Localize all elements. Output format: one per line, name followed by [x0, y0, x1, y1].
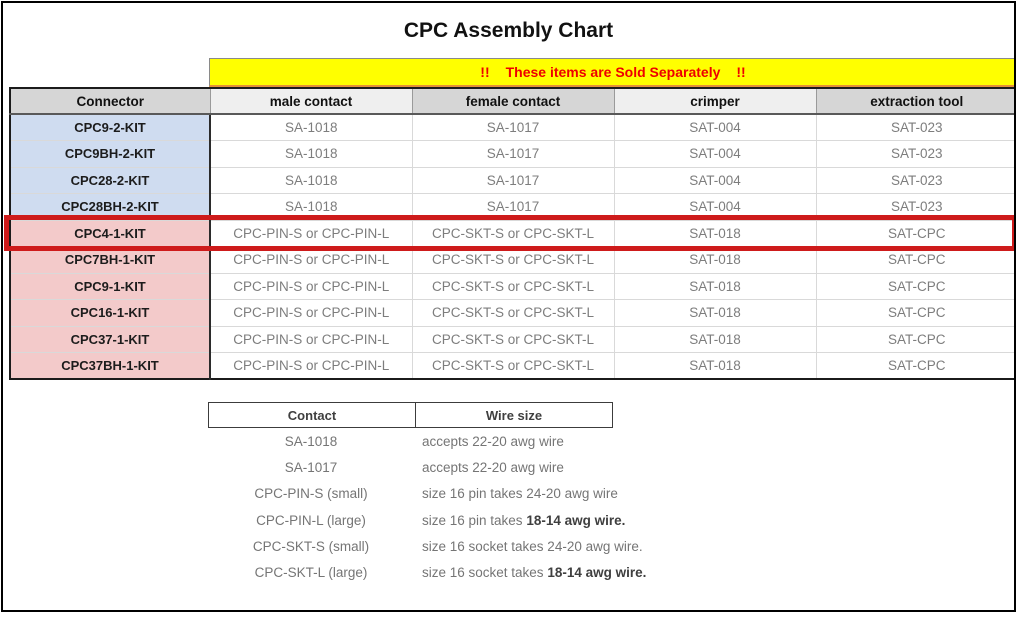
female-contact-cell: SA-1017: [412, 141, 614, 168]
wire-size-table: [208, 402, 647, 586]
extraction-tool-cell: SAT-CPC: [816, 353, 1016, 380]
male-contact-cell: CPC-PIN-S or CPC-PIN-L: [210, 300, 412, 327]
wire-size-text: [414, 538, 643, 554]
wire-size-row: [208, 507, 626, 533]
contact-name: CPC-SKT-S (small): [252, 538, 370, 554]
wire-size-bold: 18-14 awg wire.: [547, 565, 647, 581]
female-contact-cell: CPC-SKT-S or CPC-SKT-L: [412, 326, 614, 353]
assembly-table: [9, 87, 1016, 380]
connector-cell: CPC9BH-2-KIT: [10, 141, 210, 168]
male-contact-cell: CPC-PIN-S or CPC-PIN-L: [210, 326, 412, 353]
extraction-tool-cell: SAT-023: [816, 114, 1016, 141]
page-title: CPC Assembly Chart: [403, 19, 614, 42]
connector-cell: CPC28-2-KIT: [10, 167, 210, 194]
wire-size-text: [414, 486, 618, 502]
column-header-male-contact: male contact: [210, 88, 412, 114]
banner-text: These items are Sold Separately: [505, 64, 721, 80]
contact-name: SA-1018: [284, 433, 338, 449]
assembly-table-header-row: [10, 88, 1016, 114]
table-row: [10, 353, 1016, 380]
banner-exclamation-right: !!: [736, 64, 746, 80]
connector-cell: CPC7BH-1-KIT: [10, 247, 210, 274]
connector-cell: CPC9-2-KIT: [10, 114, 210, 141]
table-row: [10, 300, 1016, 327]
crimper-cell: SAT-018: [614, 247, 816, 274]
column-header-contact: Contact: [287, 407, 337, 423]
wire-size-normal: size 16 pin takes 24-20 awg wire: [422, 486, 618, 502]
female-contact-cell: SA-1017: [412, 194, 614, 221]
sold-separately-banner: [209, 58, 1016, 87]
column-header-extraction-tool: extraction tool: [816, 88, 1016, 114]
male-contact-cell: CPC-PIN-S or CPC-PIN-L: [210, 273, 412, 300]
crimper-cell: SAT-018: [614, 300, 816, 327]
crimper-cell: SAT-018: [614, 273, 816, 300]
crimper-cell: SAT-018: [614, 220, 816, 247]
connector-cell: CPC16-1-KIT: [10, 300, 210, 327]
male-contact-cell: CPC-PIN-S or CPC-PIN-L: [210, 353, 412, 380]
female-contact-cell: CPC-SKT-S or CPC-SKT-L: [412, 273, 614, 300]
connector-cell: CPC4-1-KIT: [10, 220, 210, 247]
wire-size-row: [208, 533, 643, 559]
crimper-cell: SAT-004: [614, 194, 816, 221]
table-row-highlighted: [10, 220, 1016, 247]
crimper-cell: SAT-004: [614, 114, 816, 141]
wire-size-text: [414, 565, 647, 581]
connector-cell: CPC9-1-KIT: [10, 273, 210, 300]
female-contact-cell: SA-1017: [412, 114, 614, 141]
contact-name: CPC-SKT-L (large): [254, 565, 368, 581]
crimper-cell: SAT-018: [614, 326, 816, 353]
male-contact-cell: SA-1018: [210, 194, 412, 221]
wire-size-row: [208, 559, 647, 585]
column-header-wire-size: Wire size: [415, 403, 612, 427]
wire-size-row: [208, 454, 613, 480]
male-contact-cell: SA-1018: [210, 141, 412, 168]
extraction-tool-cell: SAT-CPC: [816, 273, 1016, 300]
female-contact-cell: CPC-SKT-S or CPC-SKT-L: [412, 353, 614, 380]
female-contact-cell: CPC-SKT-S or CPC-SKT-L: [412, 220, 614, 247]
male-contact-cell: CPC-PIN-S or CPC-PIN-L: [210, 247, 412, 274]
table-row: [10, 167, 1016, 194]
table-row: [10, 194, 1016, 221]
male-contact-cell: SA-1018: [210, 167, 412, 194]
table-row: [10, 273, 1016, 300]
crimper-cell: SAT-004: [614, 167, 816, 194]
wire-size-normal: size 16 pin takes: [422, 512, 527, 528]
female-contact-cell: CPC-SKT-S or CPC-SKT-L: [412, 247, 614, 274]
banner-exclamation-left: !!: [480, 64, 490, 80]
connector-cell: CPC37BH-1-KIT: [10, 353, 210, 380]
wire-size-row: [208, 428, 613, 454]
contact-name: SA-1017: [284, 459, 338, 475]
extraction-tool-cell: SAT-CPC: [816, 326, 1016, 353]
table-row: [10, 247, 1016, 274]
wire-size-text: [414, 434, 613, 449]
extraction-tool-cell: SAT-023: [816, 141, 1016, 168]
connector-cell: CPC37-1-KIT: [10, 326, 210, 353]
wire-size-table-header: [208, 402, 613, 428]
crimper-cell: SAT-018: [614, 353, 816, 380]
wire-size-text: [414, 460, 613, 475]
wire-size-bold: 18-14 awg wire.: [526, 512, 626, 528]
table-row: [10, 114, 1016, 141]
table-row: [10, 326, 1016, 353]
column-header-crimper: crimper: [614, 88, 816, 114]
column-header-connector: Connector: [10, 88, 210, 114]
extraction-tool-cell: SAT-023: [816, 194, 1016, 221]
contact-name: CPC-PIN-S (small): [254, 486, 368, 502]
crimper-cell: SAT-004: [614, 141, 816, 168]
female-contact-cell: SA-1017: [412, 167, 614, 194]
table-row: [10, 141, 1016, 168]
male-contact-cell: CPC-PIN-S or CPC-PIN-L: [210, 220, 412, 247]
wire-size-normal: accepts 22-20 awg wire: [422, 433, 564, 449]
wire-size-row: [208, 481, 618, 507]
chart-page: [1, 1, 1016, 612]
wire-size-normal: accepts 22-20 awg wire: [422, 459, 564, 475]
column-header-female-contact: female contact: [412, 88, 614, 114]
extraction-tool-cell: SAT-023: [816, 167, 1016, 194]
wire-size-normal: size 16 socket takes 24-20 awg wire.: [422, 538, 643, 554]
female-contact-cell: CPC-SKT-S or CPC-SKT-L: [412, 300, 614, 327]
extraction-tool-cell: SAT-CPC: [816, 220, 1016, 247]
wire-size-text: [414, 512, 626, 528]
wire-size-normal: size 16 socket takes: [422, 565, 548, 581]
contact-name: CPC-PIN-L (large): [256, 512, 366, 528]
extraction-tool-cell: SAT-CPC: [816, 247, 1016, 274]
connector-cell: CPC28BH-2-KIT: [10, 194, 210, 221]
male-contact-cell: SA-1018: [210, 114, 412, 141]
extraction-tool-cell: SAT-CPC: [816, 300, 1016, 327]
